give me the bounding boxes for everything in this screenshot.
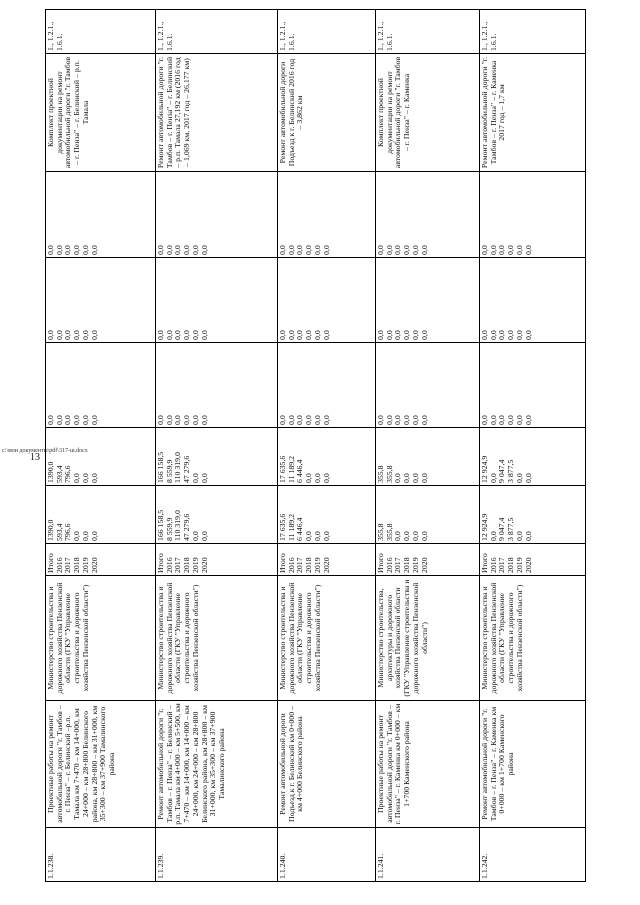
funding-total-value: 1390,0 — [46, 519, 55, 541]
funding-local-value: 0,0 — [376, 330, 385, 340]
funding-local-value: 0,0 — [506, 330, 516, 340]
funding-federal-value: 0,0 — [63, 415, 73, 425]
funding-regional-value: 0,0 — [410, 473, 420, 483]
funding-total-value: 593,4 — [54, 523, 64, 541]
year-list-value: 2019 — [80, 557, 90, 573]
funding-local-value: 0,0 — [63, 330, 73, 340]
funding-other — [46, 172, 156, 258]
year-list-value: 2019 — [190, 557, 200, 573]
funding-other — [480, 172, 586, 258]
funding-total-value: 0,0 — [321, 531, 331, 541]
funding-total-value: 3 877,5 — [506, 517, 516, 541]
funding-other-value: 0,0 — [72, 245, 82, 255]
funding-total-value: 8 559,9 — [164, 517, 174, 541]
funding-other-value: 0,0 — [393, 245, 403, 255]
executor: Министерство строительства и дорожного хозяйства Пензенской области (ГКУ "Управление строительства и дорожного хозяйства Пензенской области") — [156, 576, 278, 701]
year-list-value: Итого — [480, 553, 489, 573]
funding-regional — [278, 428, 376, 486]
year-list-value: 2020 — [89, 557, 99, 573]
funding-other-value: 0,0 — [488, 245, 498, 255]
funding-local-value: 0,0 — [312, 330, 322, 340]
funding-regional-value: 3 877,5 — [506, 459, 516, 483]
funding-regional-value: 796,6 — [63, 465, 73, 483]
funding-federal-value: 0,0 — [190, 415, 200, 425]
funding-other-value: 0,0 — [278, 245, 287, 255]
indicator-codes: 1., 1.2.1., 1.6.1. — [480, 10, 586, 54]
funding-local-value: 0,0 — [402, 330, 412, 340]
year-list-value: 2019 — [312, 557, 322, 573]
year-list-value: 2018 — [304, 557, 314, 573]
funding-total-value: 17 635,6 — [278, 513, 287, 541]
funding-regional-value: 593,4 — [54, 465, 64, 483]
year-list-value: 2020 — [419, 557, 429, 573]
funding-local-value: 0,0 — [156, 330, 165, 340]
row-number: 1.1.241. — [376, 828, 480, 882]
year-list-value: 2017 — [393, 557, 403, 573]
indicator-codes: 1., 1.2.1., 1.6.1. — [376, 10, 480, 54]
funding-regional-value: 6 446,4 — [295, 459, 305, 483]
funding-federal — [480, 343, 586, 428]
funding-federal-value: 0,0 — [376, 415, 385, 425]
funding-local-value: 0,0 — [199, 330, 209, 340]
funding-regional-value: 47 279,6 — [182, 455, 192, 483]
funding-federal-value: 0,0 — [523, 415, 533, 425]
funding-other-value: 0,0 — [304, 245, 314, 255]
funding-total-value: 166 158,5 — [156, 509, 165, 541]
funding-federal-value: 0,0 — [278, 415, 287, 425]
funding-local-value: 0,0 — [419, 330, 429, 340]
row-number: 1.1.239. — [156, 828, 278, 882]
executor: Министерство строительства и дорожного хозяйства Пензенской области (ГКУ "Управление строительства и дорожного хозяйства Пензенской области") — [46, 576, 156, 701]
funding-total-value: 0,0 — [199, 531, 209, 541]
funding-federal-value: 0,0 — [199, 415, 209, 425]
funding-regional-value: 11 189,2 — [286, 456, 296, 483]
funding-other — [376, 172, 480, 258]
year-list-value: 2018 — [402, 557, 412, 573]
funding-local-value: 0,0 — [480, 330, 489, 340]
year-list-value: 2020 — [199, 557, 209, 573]
table-row — [46, 10, 156, 882]
table-row — [278, 10, 376, 882]
funding-regional-value: 0,0 — [199, 473, 209, 483]
funding-total-value: 0,0 — [523, 531, 533, 541]
funding-regional-value: 17 635,6 — [278, 455, 287, 483]
funding-other-value: 0,0 — [190, 245, 200, 255]
expected-result: Ремонт автомобильной дороги "г. Тамбов – г. Пенза" – г. Каменка 2017 год – 1,7 км — [480, 54, 586, 172]
indicator-codes: 1., 1.2.1., 1.6.1. — [46, 10, 156, 54]
funding-local — [480, 258, 586, 343]
funding-local-value: 0,0 — [488, 330, 498, 340]
funding-regional-value: 110 319,0 — [173, 452, 183, 483]
funding-regional-value: 12 924,9 — [480, 455, 489, 483]
table-row — [156, 10, 278, 882]
table-row — [376, 10, 480, 882]
funding-total-value: 0,0 — [419, 531, 429, 541]
year-list-value: 2018 — [72, 557, 82, 573]
footer-file-path: c:\мои документы\pdf\317-ш.docx — [2, 448, 88, 454]
funding-total-value: 355,8 — [384, 523, 394, 541]
funding-total-value: 0,0 — [190, 531, 200, 541]
funding-other-value: 0,0 — [63, 245, 73, 255]
funding-regional-value: 0,0 — [393, 473, 403, 483]
program-table — [45, 9, 586, 882]
funding-federal-value: 0,0 — [312, 415, 322, 425]
funding-other-value: 0,0 — [506, 245, 516, 255]
funding-other-value: 0,0 — [312, 245, 322, 255]
funding-regional-value: 0,0 — [523, 473, 533, 483]
funding-federal-value: 0,0 — [164, 415, 174, 425]
row-number: 1.1.238. — [46, 828, 156, 882]
funding-total-value: 0,0 — [80, 531, 90, 541]
funding-other-value: 0,0 — [182, 245, 192, 255]
funding-local-value: 0,0 — [514, 330, 524, 340]
funding-local-value: 0,0 — [54, 330, 64, 340]
funding-other-value: 0,0 — [321, 245, 331, 255]
funding-regional-value: 0,0 — [312, 473, 322, 483]
funding-other-value: 0,0 — [286, 245, 296, 255]
year-list — [156, 544, 278, 576]
activity-name: Ремонт автомобильной дороги "г. Тамбов – г. Пенза" – г. Каменка км 0+000 – км 1+700 Каменского района — [480, 701, 586, 828]
funding-federal — [278, 343, 376, 428]
funding-total-value: 796,6 — [63, 523, 73, 541]
funding-federal-value: 0,0 — [410, 415, 420, 425]
year-list-value: 2019 — [410, 557, 420, 573]
funding-other-value: 0,0 — [80, 245, 90, 255]
funding-local-value: 0,0 — [173, 330, 183, 340]
year-list-value: 2020 — [523, 557, 533, 573]
funding-other — [156, 172, 278, 258]
funding-federal-value: 0,0 — [488, 415, 498, 425]
funding-other-value: 0,0 — [156, 245, 165, 255]
funding-federal-value: 0,0 — [182, 415, 192, 425]
funding-local — [156, 258, 278, 343]
funding-federal — [46, 343, 156, 428]
activity-name: Проектные работы на ремонт автомобильной дороги "г. Тамбов – г. Пенза" – г. Белинский –р.п. Тамала км 7+470 – км 14+000, км 24+000 – км 28+800 Белинского района, км 28+800 – км 31+000, км 35+300 – км 37+900 Тамалинского района — [46, 701, 156, 828]
funding-other-value: 0,0 — [480, 245, 489, 255]
funding-regional-value: 0,0 — [321, 473, 331, 483]
funding-local-value: 0,0 — [164, 330, 174, 340]
funding-federal-value: 0,0 — [321, 415, 331, 425]
funding-regional-value: 166 158,5 — [156, 451, 165, 483]
funding-other-value: 0,0 — [164, 245, 174, 255]
funding-local-value: 0,0 — [80, 330, 90, 340]
executor: Министерство строительства и дорожного хозяйства Пензенской области (ГКУ "Управление строительства и дорожного хозяйства Пензенской области") — [278, 576, 376, 701]
year-list-value: 2016 — [286, 557, 296, 573]
funding-other-value: 0,0 — [410, 245, 420, 255]
page-number: 13 — [30, 452, 40, 463]
funding-regional — [376, 428, 480, 486]
funding-total-value: 6 446,4 — [295, 517, 305, 541]
funding-total — [278, 486, 376, 544]
year-list-value: 2017 — [497, 557, 507, 573]
funding-local — [46, 258, 156, 343]
funding-other-value: 0,0 — [89, 245, 99, 255]
expected-result: Ремонт автомобильной дороги "г. Тамбов – г. Пенза" – г. Белинский – р.п. Тамала 27,192 км (2016 год – 1,069 км, 2017 год – 26,177 км) — [156, 54, 278, 172]
funding-regional-value: 0,0 — [514, 473, 524, 483]
funding-total-value: 110 319,0 — [173, 510, 183, 541]
funding-federal-value: 0,0 — [419, 415, 429, 425]
funding-regional-value: 0,0 — [80, 473, 90, 483]
year-list — [480, 544, 586, 576]
funding-total-value: 12 924,9 — [480, 513, 489, 541]
funding-federal — [156, 343, 278, 428]
funding-regional-value: 0,0 — [419, 473, 429, 483]
funding-federal-value: 0,0 — [89, 415, 99, 425]
funding-regional-value: 0,0 — [402, 473, 412, 483]
table-row — [480, 10, 586, 882]
funding-total — [46, 486, 156, 544]
funding-federal-value: 0,0 — [402, 415, 412, 425]
activity-name: Проектные работы на ремонт автомобильной дороги "г. Тамбов – г. Пенза" – г. Каменка км 0+000 – км 1+700 Каменского района — [376, 701, 480, 828]
funding-regional-value: 355,8 — [376, 465, 385, 483]
funding-other-value: 0,0 — [497, 245, 507, 255]
funding-regional-value: 0,0 — [488, 473, 498, 483]
funding-total-value: 0,0 — [72, 531, 82, 541]
year-list — [376, 544, 480, 576]
funding-local-value: 0,0 — [46, 330, 55, 340]
funding-federal-value: 0,0 — [72, 415, 82, 425]
year-list-value: 2020 — [321, 557, 331, 573]
funding-other-value: 0,0 — [376, 245, 385, 255]
funding-other-value: 0,0 — [46, 245, 55, 255]
funding-total-value: 0,0 — [312, 531, 322, 541]
funding-regional-value: 0,0 — [304, 473, 314, 483]
funding-local-value: 0,0 — [304, 330, 314, 340]
funding-total-value: 0,0 — [89, 531, 99, 541]
funding-other-value: 0,0 — [402, 245, 412, 255]
funding-federal-value: 0,0 — [304, 415, 314, 425]
funding-regional-value: 8 559,9 — [164, 459, 174, 483]
year-list — [278, 544, 376, 576]
funding-total-value: 0,0 — [402, 531, 412, 541]
year-list-value: 2016 — [384, 557, 394, 573]
funding-other-value: 0,0 — [54, 245, 64, 255]
funding-federal-value: 0,0 — [156, 415, 165, 425]
funding-other-value: 0,0 — [199, 245, 209, 255]
funding-total-value: 0,0 — [393, 531, 403, 541]
funding-federal-value: 0,0 — [173, 415, 183, 425]
funding-local — [278, 258, 376, 343]
funding-local-value: 0,0 — [182, 330, 192, 340]
funding-local — [376, 258, 480, 343]
funding-local-value: 0,0 — [89, 330, 99, 340]
year-list-value: 2019 — [514, 557, 524, 573]
funding-total-value: 47 279,6 — [182, 513, 192, 541]
funding-other-value: 0,0 — [173, 245, 183, 255]
funding-regional-value: 9 047,4 — [497, 459, 507, 483]
funding-total — [376, 486, 480, 544]
expected-result: Комплект проектной документации на ремонт автомобильной дороги "г. Тамбов – г. Пенза" – г. Белинский – р.п. Тамала — [46, 54, 156, 172]
funding-total-value: 0,0 — [488, 531, 498, 541]
expected-result: Комплект проектной документации на ремонт автомобильной дороги "г. Тамбов – г. Пенза" – г. Каменка — [376, 54, 480, 172]
funding-other-value: 0,0 — [523, 245, 533, 255]
year-list — [46, 544, 156, 576]
funding-federal-value: 0,0 — [497, 415, 507, 425]
funding-federal-value: 0,0 — [480, 415, 489, 425]
funding-federal-value: 0,0 — [46, 415, 55, 425]
funding-local-value: 0,0 — [410, 330, 420, 340]
year-list-value: 2018 — [506, 557, 516, 573]
funding-total — [480, 486, 586, 544]
funding-local-value: 0,0 — [295, 330, 305, 340]
funding-federal-value: 0,0 — [506, 415, 516, 425]
funding-local-value: 0,0 — [523, 330, 533, 340]
funding-total-value: 0,0 — [514, 531, 524, 541]
funding-local-value: 0,0 — [384, 330, 394, 340]
funding-other — [278, 172, 376, 258]
year-list-value: 2016 — [488, 557, 498, 573]
funding-total — [156, 486, 278, 544]
funding-local-value: 0,0 — [278, 330, 287, 340]
funding-local-value: 0,0 — [72, 330, 82, 340]
funding-regional — [480, 428, 586, 486]
year-list-value: 2016 — [164, 557, 174, 573]
funding-total-value: 355,8 — [376, 523, 385, 541]
funding-federal-value: 0,0 — [80, 415, 90, 425]
funding-regional-value: 1390,0 — [46, 461, 55, 483]
funding-federal-value: 0,0 — [54, 415, 64, 425]
indicator-codes: 1., 1.2.1., 1.6.1. — [278, 10, 376, 54]
funding-federal-value: 0,0 — [295, 415, 305, 425]
rotated-table-area — [45, 10, 600, 882]
funding-local-value: 0,0 — [321, 330, 331, 340]
funding-other-value: 0,0 — [419, 245, 429, 255]
year-list-value: 2016 — [54, 557, 64, 573]
year-list-value: Итого — [156, 553, 165, 573]
activity-name: Ремонт автомобильной дороги "г. Тамбов – г. Пенза" – г. Белинский – р.п. Тамала км 4+000 – км 5+500, км 7+470 – км 14+000, км 14+000 – км 24+000, км 24+000 – км 28+800 Белинского района, км 28+800 – км 31+000, км 35+300 – км 37+900 Тамалинского района — [156, 701, 278, 828]
row-number: 1.1.242. — [480, 828, 586, 882]
funding-regional-value: 0,0 — [72, 473, 82, 483]
year-list-value: Итого — [46, 553, 55, 573]
funding-local-value: 0,0 — [190, 330, 200, 340]
funding-regional — [156, 428, 278, 486]
year-list-value: 2017 — [173, 557, 183, 573]
funding-federal-value: 0,0 — [286, 415, 296, 425]
funding-regional-value: 355,8 — [384, 465, 394, 483]
funding-other-value: 0,0 — [384, 245, 394, 255]
funding-total-value: 0,0 — [304, 531, 314, 541]
funding-regional-value: 0,0 — [190, 473, 200, 483]
year-list-value: 2018 — [182, 557, 192, 573]
funding-federal-value: 0,0 — [393, 415, 403, 425]
expected-result: Ремонт автомобильной дороги Подъезд к г. Белинский 2016 год – 3,862 км — [278, 54, 376, 172]
activity-name: Ремонт автомобильной дороги Подъезд к г. Белинский км 0+000 – км 4+000 Белинского района — [278, 701, 376, 828]
year-list-value: Итого — [278, 553, 287, 573]
indicator-codes: 1., 1.2.1., 1.6.1. — [156, 10, 278, 54]
funding-regional — [46, 428, 156, 486]
row-number: 1.1.240. — [278, 828, 376, 882]
funding-local-value: 0,0 — [393, 330, 403, 340]
funding-total-value: 11 189,2 — [286, 514, 296, 541]
year-list-value: Итого — [376, 553, 385, 573]
funding-other-value: 0,0 — [514, 245, 524, 255]
funding-federal — [376, 343, 480, 428]
funding-total-value: 9 047,4 — [497, 517, 507, 541]
funding-federal-value: 0,0 — [384, 415, 394, 425]
year-list-value: 2017 — [63, 557, 73, 573]
executor: Министерство строительства и дорожного хозяйства Пензенской области (ГКУ "Управление строительства и дорожного хозяйства Пензенской области") — [480, 576, 586, 701]
executor: Министерство строительства, архитектуры и дорожного хозяйства Пензенской области (ГКУ "Управление строительства и дорожного хозяйства Пензенской области") — [376, 576, 480, 701]
funding-federal-value: 0,0 — [514, 415, 524, 425]
funding-total-value: 0,0 — [410, 531, 420, 541]
year-list-value: 2017 — [295, 557, 305, 573]
funding-local-value: 0,0 — [497, 330, 507, 340]
funding-local-value: 0,0 — [286, 330, 296, 340]
funding-other-value: 0,0 — [295, 245, 305, 255]
funding-regional-value: 0,0 — [89, 473, 99, 483]
